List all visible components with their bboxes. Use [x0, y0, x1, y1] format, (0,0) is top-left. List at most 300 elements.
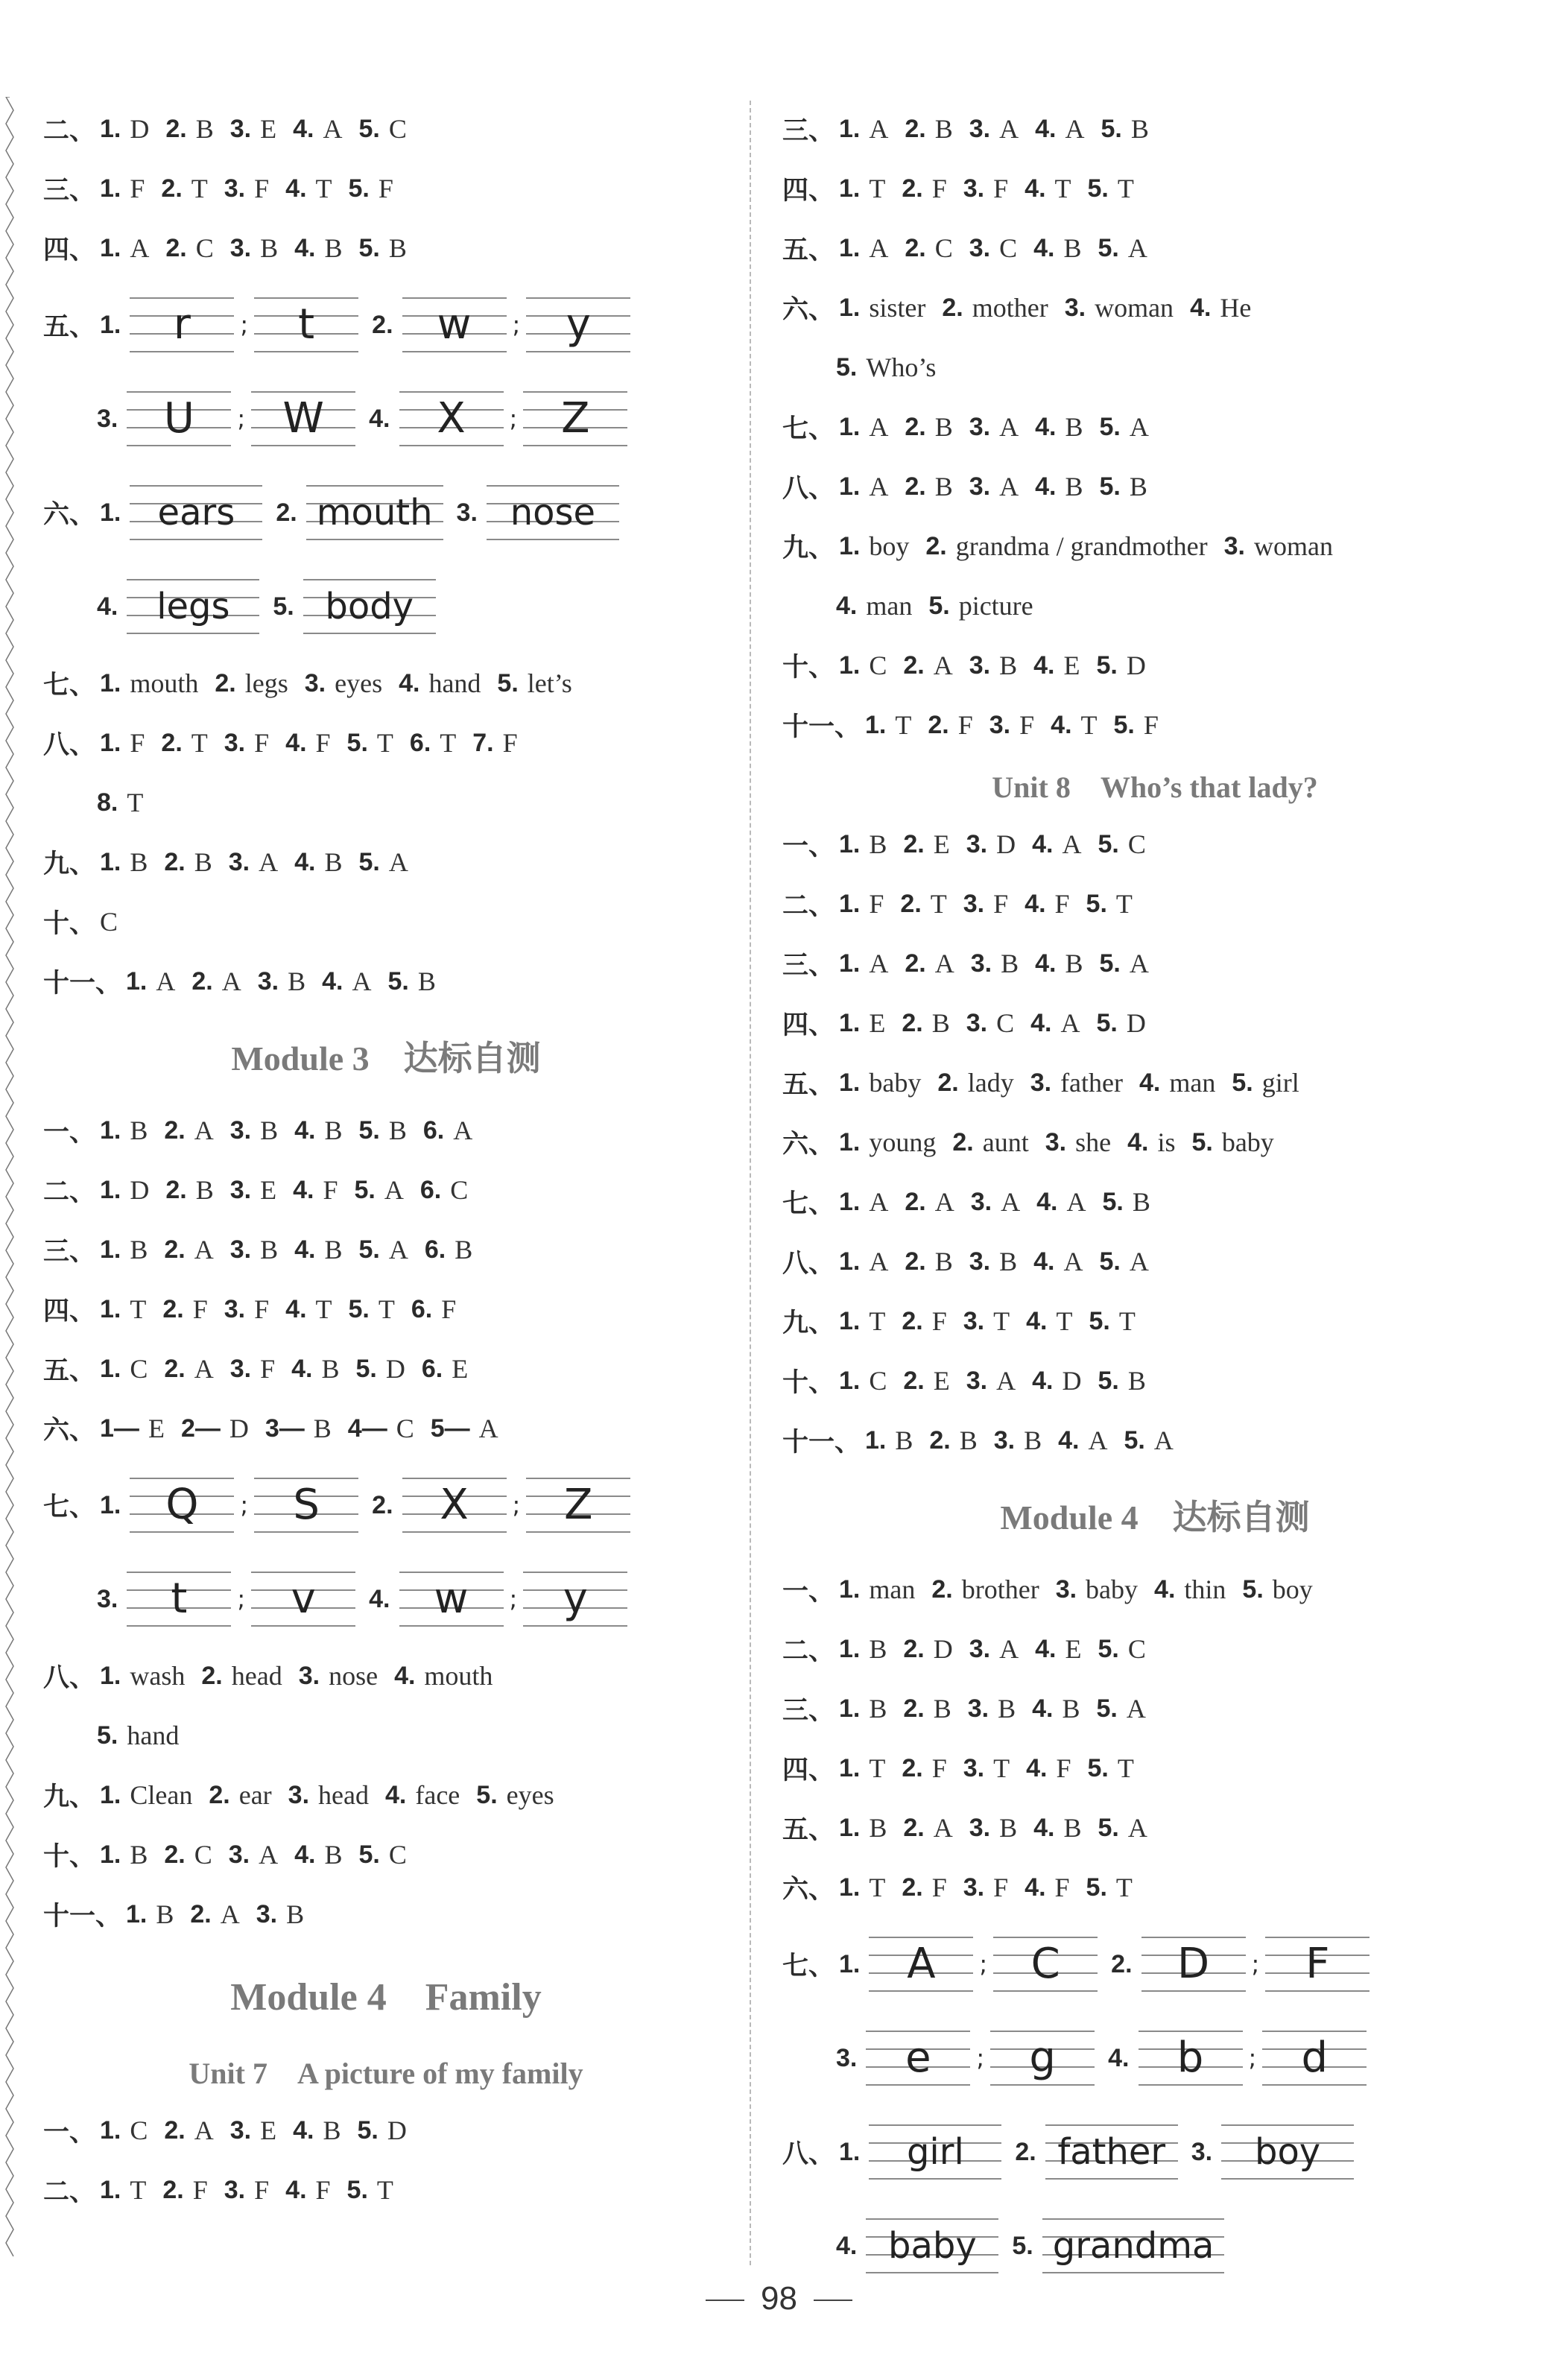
- item-number: 2.: [925, 531, 947, 560]
- answer-row: [782, 934, 1527, 993]
- item-number: 4.: [322, 966, 343, 996]
- question-number: 八、: [782, 2139, 835, 2169]
- answer-value: boy: [1272, 1574, 1313, 1604]
- answer-value: A: [1129, 949, 1149, 978]
- item-number: 1.: [865, 710, 887, 739]
- answer-value: A: [388, 1235, 408, 1265]
- answer-row: [43, 218, 729, 278]
- answer-value: T: [130, 1294, 147, 1324]
- answer-row: [782, 814, 1527, 874]
- answer-value: E: [260, 1175, 277, 1205]
- answer-row: [782, 1113, 1527, 1172]
- answer-value: A: [194, 1354, 214, 1384]
- answer-value: B: [1065, 949, 1083, 978]
- separator: ;: [509, 1585, 518, 1613]
- answer-value: is: [1157, 1127, 1176, 1157]
- answer-value: B: [130, 1840, 148, 1870]
- item-number: 1.: [100, 114, 121, 143]
- answer-value: man: [1169, 1068, 1216, 1098]
- item-number: 5—: [430, 1414, 470, 1443]
- item-number: 3.: [969, 1247, 991, 1276]
- answer-value: F: [993, 889, 1009, 919]
- answer-row: [782, 1411, 1527, 1470]
- item-number: 2.: [928, 710, 949, 739]
- item-number: 3.: [1030, 1068, 1052, 1097]
- question-number: 八、: [782, 474, 835, 504]
- answer-value: A: [156, 966, 176, 996]
- handwriting-box: X: [402, 1478, 507, 1533]
- item-number: 5.: [355, 1354, 377, 1383]
- item-number: 2.: [902, 1306, 923, 1335]
- answer-value: T: [1115, 1873, 1133, 1902]
- answer-value: B: [324, 847, 343, 877]
- answer-value: B: [323, 2115, 341, 2145]
- item-number: 3.: [966, 829, 988, 858]
- item-number: 2.: [201, 1661, 223, 1690]
- answer-value: D: [229, 1414, 249, 1443]
- answer-row: [782, 1560, 1527, 1619]
- handwriting-box: father: [1045, 2124, 1178, 2180]
- item-number: 3.: [298, 1661, 320, 1690]
- item-number: 2.: [164, 1235, 186, 1264]
- answer-value: baby: [869, 1068, 922, 1098]
- question-number: 五、: [782, 235, 835, 265]
- item-number: 4.: [1035, 949, 1057, 978]
- item-number: 3.: [967, 1694, 989, 1723]
- answer-value: A: [194, 2115, 214, 2145]
- item-number: 4.: [1033, 1813, 1055, 1842]
- answer-value: F: [315, 728, 331, 758]
- item-number: 5.: [1099, 949, 1121, 978]
- separator: ;: [512, 311, 521, 339]
- item-number: 4.: [1032, 1694, 1054, 1723]
- item-number: 5.: [97, 1721, 118, 1750]
- item-number: 4.: [1035, 412, 1057, 441]
- answer-value: C: [934, 233, 953, 263]
- section-heading: Module 4 达标自测: [1000, 1498, 1310, 1536]
- answer-value: T: [993, 1753, 1010, 1783]
- item-number: 5.: [358, 1840, 380, 1869]
- item-number: 3.: [228, 1840, 250, 1869]
- answer-value: A: [934, 1187, 954, 1217]
- answer-row: [782, 1172, 1527, 1232]
- answer-value: B: [324, 1235, 343, 1265]
- answer-value: A: [869, 233, 889, 263]
- writing-answer-row: [43, 560, 729, 653]
- item-number: 2—: [180, 1414, 221, 1443]
- handwriting-box: w: [399, 1572, 504, 1627]
- answer-value: T: [1115, 889, 1133, 919]
- answer-row: [782, 1291, 1527, 1351]
- answer-row: [782, 278, 1527, 338]
- answer-value: D: [385, 1354, 405, 1384]
- question-number: 十一、: [43, 969, 122, 998]
- question-number: 六、: [782, 1130, 835, 1159]
- writing-answer-row: [782, 2011, 1527, 2105]
- handwriting-box: v: [251, 1572, 355, 1627]
- answer-value: A: [453, 1115, 473, 1145]
- item-number: 1.: [839, 1813, 861, 1842]
- item-number: 3.: [288, 1780, 310, 1809]
- question-number: 七、: [782, 414, 835, 444]
- item-number: 1.: [839, 1634, 861, 1663]
- answer-row: [782, 1053, 1527, 1113]
- answer-value: A: [352, 966, 372, 996]
- item-number: 2.: [903, 829, 925, 858]
- item-number: 2.: [931, 1574, 953, 1604]
- answer-value: T: [191, 174, 208, 203]
- separator: ;: [237, 1585, 246, 1613]
- item-number: 4.: [285, 728, 307, 757]
- answer-value: woman: [1095, 293, 1174, 323]
- item-number: 2.: [905, 472, 926, 501]
- item-number: 5.: [1098, 1634, 1119, 1663]
- answer-value: head: [231, 1661, 282, 1691]
- question-number: 九、: [43, 1782, 96, 1812]
- answer-value: B: [934, 412, 953, 442]
- answer-value: brother: [961, 1574, 1039, 1604]
- page-number: [0, 2280, 1558, 2317]
- answer-row: [782, 695, 1527, 755]
- answer-value: C: [396, 1414, 414, 1443]
- answer-value: D: [1126, 1008, 1146, 1038]
- answer-value: F: [993, 1873, 1009, 1902]
- handwriting-box: Q: [130, 1478, 234, 1533]
- item-number: 2.: [905, 233, 926, 262]
- answer-value: B: [388, 233, 407, 263]
- item-number: 2.: [905, 114, 926, 143]
- page-number-dash-right: [814, 2300, 852, 2301]
- handwriting-box: legs: [127, 579, 259, 634]
- answer-value: B: [288, 966, 306, 996]
- item-number: 6.: [411, 1294, 433, 1323]
- item-number: 3.: [97, 404, 118, 433]
- item-number: 2.: [903, 1813, 925, 1842]
- handwriting-box: S: [254, 1478, 358, 1533]
- answer-row: [43, 2101, 729, 2160]
- item-number: 4.: [1051, 710, 1072, 739]
- answer-row: [43, 1160, 729, 1220]
- item-number: 3.: [969, 114, 991, 143]
- item-number: 3.: [993, 1425, 1016, 1455]
- answer-value: A: [1153, 1425, 1174, 1455]
- item-number: 1.: [126, 966, 148, 996]
- answer-value: C: [388, 1840, 407, 1870]
- answer-value: A: [1060, 1008, 1080, 1038]
- item-number: 4.: [294, 1840, 316, 1869]
- answer-value: F: [869, 889, 884, 919]
- item-number: 4.: [1032, 829, 1054, 858]
- answer-value: B: [869, 1694, 887, 1724]
- answer-row: [43, 1279, 729, 1339]
- question-number: 三、: [782, 116, 835, 146]
- question-number: 十一、: [782, 712, 861, 742]
- answer-value: B: [1024, 1425, 1042, 1455]
- question-number: 四、: [43, 1297, 96, 1326]
- writing-answer-row: [782, 1917, 1527, 2011]
- answer-value: mouth: [424, 1661, 493, 1691]
- item-number: 6.: [419, 1175, 442, 1204]
- item-number: 5.: [358, 847, 380, 876]
- answer-value: T: [895, 710, 912, 740]
- answer-row: [782, 1619, 1527, 1679]
- answer-row: [782, 338, 1527, 397]
- answer-value: B: [195, 114, 214, 144]
- answer-value: F: [130, 728, 145, 758]
- item-number: 8.: [97, 788, 118, 817]
- answer-value: T: [1056, 1306, 1073, 1336]
- item-number: 1.: [839, 651, 861, 680]
- answer-value: E: [260, 2115, 277, 2145]
- answer-value: F: [1019, 710, 1035, 740]
- item-number: 2.: [902, 1753, 923, 1782]
- answer-value: A: [869, 114, 889, 144]
- answer-value: boy: [869, 531, 910, 561]
- item-number: 5.: [1096, 1008, 1118, 1037]
- answer-value: sister: [869, 293, 926, 323]
- item-number: 1.: [100, 1175, 121, 1204]
- question-number: 三、: [782, 1696, 835, 1726]
- answer-value: B: [260, 1235, 279, 1265]
- answer-value: T: [930, 889, 947, 919]
- item-number: 5.: [1012, 2231, 1033, 2260]
- item-number: 5.: [358, 1115, 380, 1145]
- item-number: 1.: [839, 829, 861, 858]
- question-number: 七、: [782, 1189, 835, 1219]
- item-number: 2.: [372, 310, 393, 339]
- answer-value: B: [260, 1115, 279, 1145]
- answer-value: B: [130, 847, 148, 877]
- question-number: 五、: [782, 1070, 835, 1100]
- answer-value: B: [931, 1008, 950, 1038]
- answer-value: F: [1054, 1873, 1070, 1902]
- item-number: 3.: [1223, 531, 1245, 560]
- item-number: 1.: [100, 310, 121, 339]
- item-number: 4.: [1127, 1127, 1149, 1156]
- item-number: 3.: [963, 1306, 985, 1335]
- answer-value: B: [999, 651, 1018, 680]
- answer-value: T: [440, 728, 457, 758]
- question-number: 五、: [43, 312, 96, 342]
- writing-answer-row: [43, 278, 729, 372]
- answer-value: A: [1129, 1247, 1149, 1276]
- answer-value: F: [1054, 889, 1070, 919]
- answer-value: mouth: [130, 668, 199, 698]
- item-number: 2.: [372, 1490, 393, 1519]
- answer-value: E: [452, 1354, 469, 1384]
- answer-value: D: [1126, 651, 1146, 680]
- item-number: 3.: [969, 472, 991, 501]
- item-number: 3.: [229, 2115, 252, 2145]
- item-number: 3.: [963, 1753, 985, 1782]
- item-number: 1.: [100, 233, 121, 262]
- answer-value: picture: [958, 591, 1033, 621]
- answer-value: A: [220, 1899, 240, 1929]
- item-number: 4.: [836, 591, 858, 620]
- item-number: 3.: [224, 174, 246, 203]
- handwriting-box: Z: [523, 391, 627, 446]
- answer-value: A: [194, 1235, 214, 1265]
- separator: ;: [237, 405, 246, 433]
- answer-value: B: [869, 1813, 887, 1843]
- answer-value: F: [192, 1294, 208, 1324]
- answer-value: He: [1220, 293, 1252, 323]
- item-number: 4.: [1025, 889, 1046, 918]
- answer-value: B: [324, 1840, 343, 1870]
- answer-row: [43, 1646, 729, 1706]
- question-number: 八、: [43, 1663, 96, 1693]
- answer-row: [43, 952, 729, 1011]
- item-number: 3.: [963, 1873, 985, 1902]
- answer-value: A: [1066, 1187, 1086, 1217]
- item-number: 4.: [1033, 1247, 1055, 1276]
- writing-answer-row: [782, 2199, 1527, 2293]
- answer-value: D: [933, 1634, 953, 1664]
- item-number: 4.: [285, 2175, 307, 2204]
- answer-value: A: [869, 412, 889, 442]
- answer-value: B: [1065, 412, 1083, 442]
- writing-answer-row: [43, 1552, 729, 1646]
- answer-row: [782, 99, 1527, 159]
- question-number: 二、: [782, 1636, 835, 1666]
- answer-value: E: [148, 1414, 165, 1443]
- answer-value: F: [441, 1294, 457, 1324]
- item-number: 3.: [836, 2043, 858, 2072]
- answer-value: D: [1062, 1366, 1082, 1396]
- answer-value: T: [315, 1294, 332, 1324]
- answer-value: E: [1063, 651, 1080, 680]
- handwriting-box: U: [127, 391, 231, 446]
- answer-value: father: [1060, 1068, 1123, 1098]
- answer-value: A: [259, 847, 279, 877]
- left-answer-column: [43, 99, 729, 2220]
- handwriting-box: grandma: [1042, 2218, 1225, 2273]
- item-number: 1.: [839, 1306, 861, 1335]
- answer-value: C: [1127, 829, 1146, 859]
- answer-value: Who’s: [866, 352, 937, 382]
- item-number: 5.: [836, 352, 858, 382]
- separator: ;: [979, 1950, 988, 1978]
- item-number: 1.: [126, 1899, 148, 1928]
- item-number: 6.: [409, 728, 431, 757]
- answer-value: B: [934, 1247, 953, 1276]
- question-number: 三、: [43, 176, 96, 206]
- answer-row: [43, 713, 729, 773]
- item-number: 1.: [100, 1115, 121, 1145]
- answer-value: F: [1056, 1753, 1071, 1783]
- answer-value: A: [1127, 233, 1147, 263]
- answer-value: B: [130, 1235, 148, 1265]
- item-number: 2.: [902, 1873, 923, 1902]
- handwriting-box: Z: [526, 1478, 630, 1533]
- item-number: 1.: [100, 498, 121, 527]
- answer-value: T: [1054, 174, 1071, 203]
- item-number: 5.: [357, 2115, 379, 2145]
- answer-value: C: [130, 2115, 148, 2145]
- handwriting-box: g: [990, 2031, 1095, 2086]
- answer-value: F: [192, 2175, 208, 2205]
- answer-value: F: [130, 174, 145, 203]
- item-number: 4.: [294, 1115, 316, 1145]
- separator: ;: [509, 405, 518, 433]
- item-number: 2.: [903, 1366, 925, 1395]
- answer-value: B: [934, 472, 953, 501]
- answer-value: A: [259, 1840, 279, 1870]
- item-number: 4.: [293, 1175, 314, 1204]
- answer-row: [782, 1858, 1527, 1917]
- item-number: 3.: [963, 174, 985, 203]
- answer-value: C: [1127, 1634, 1146, 1664]
- handwriting-box: mouth: [306, 485, 443, 540]
- item-number: 5.: [387, 966, 409, 996]
- answer-value: T: [869, 1873, 886, 1902]
- item-number: 3.: [456, 498, 478, 527]
- question-number: 七、: [43, 671, 96, 700]
- item-number: 1.: [839, 114, 861, 143]
- answer-value: young: [869, 1127, 937, 1157]
- item-number: 2.: [164, 1354, 186, 1383]
- item-number: 4.: [97, 592, 118, 621]
- item-number: 1.: [839, 949, 861, 978]
- answer-row: [43, 1339, 729, 1399]
- item-number: 1.: [839, 174, 861, 203]
- item-number: 4.: [294, 233, 316, 262]
- item-number: 5.: [1101, 114, 1122, 143]
- answer-row: [43, 1706, 729, 1765]
- answer-value: C: [388, 114, 407, 144]
- item-number: 3.: [224, 2175, 246, 2204]
- handwriting-box: nose: [487, 485, 619, 540]
- answer-value: eyes: [506, 1780, 554, 1810]
- answer-value: B: [1065, 472, 1083, 501]
- item-number: 1.: [100, 1780, 121, 1809]
- item-number: 2.: [161, 728, 183, 757]
- item-number: 5.: [354, 1175, 376, 1204]
- page-number-dash-left: [706, 2300, 744, 2301]
- question-number: 五、: [43, 1356, 96, 1386]
- item-number: 6.: [421, 1354, 443, 1383]
- item-number: 3.: [256, 1899, 278, 1928]
- question-number: 四、: [782, 176, 835, 206]
- answer-value: C: [869, 651, 887, 680]
- item-number: 1.: [839, 233, 861, 262]
- item-number: 5.: [1087, 174, 1109, 203]
- section-heading: Module 4 Family: [230, 1975, 542, 2019]
- answer-value: D: [130, 1175, 150, 1205]
- item-number: 5.: [1232, 1068, 1253, 1097]
- item-number: 1.: [100, 847, 121, 876]
- answer-value: E: [869, 1008, 886, 1038]
- item-number: 3.: [304, 668, 326, 697]
- item-number: 1.: [839, 1008, 861, 1037]
- item-number: 5.: [1113, 710, 1135, 739]
- question-number: 一、: [782, 1577, 835, 1607]
- answer-value: A: [388, 847, 408, 877]
- item-number: 4.: [1030, 1008, 1052, 1037]
- item-number: 4.: [369, 1584, 390, 1613]
- item-number: 3.: [229, 1235, 252, 1264]
- answer-value: B: [286, 1899, 305, 1929]
- answer-row: [782, 516, 1527, 576]
- item-number: 4.: [1025, 174, 1046, 203]
- answer-row: [782, 397, 1527, 457]
- item-number: 4.: [1154, 1574, 1176, 1604]
- question-number: 十、: [782, 653, 835, 683]
- answer-value: C: [999, 233, 1018, 263]
- handwriting-box: t: [127, 1572, 231, 1627]
- item-number: 2.: [952, 1127, 974, 1156]
- answer-row: [782, 218, 1527, 278]
